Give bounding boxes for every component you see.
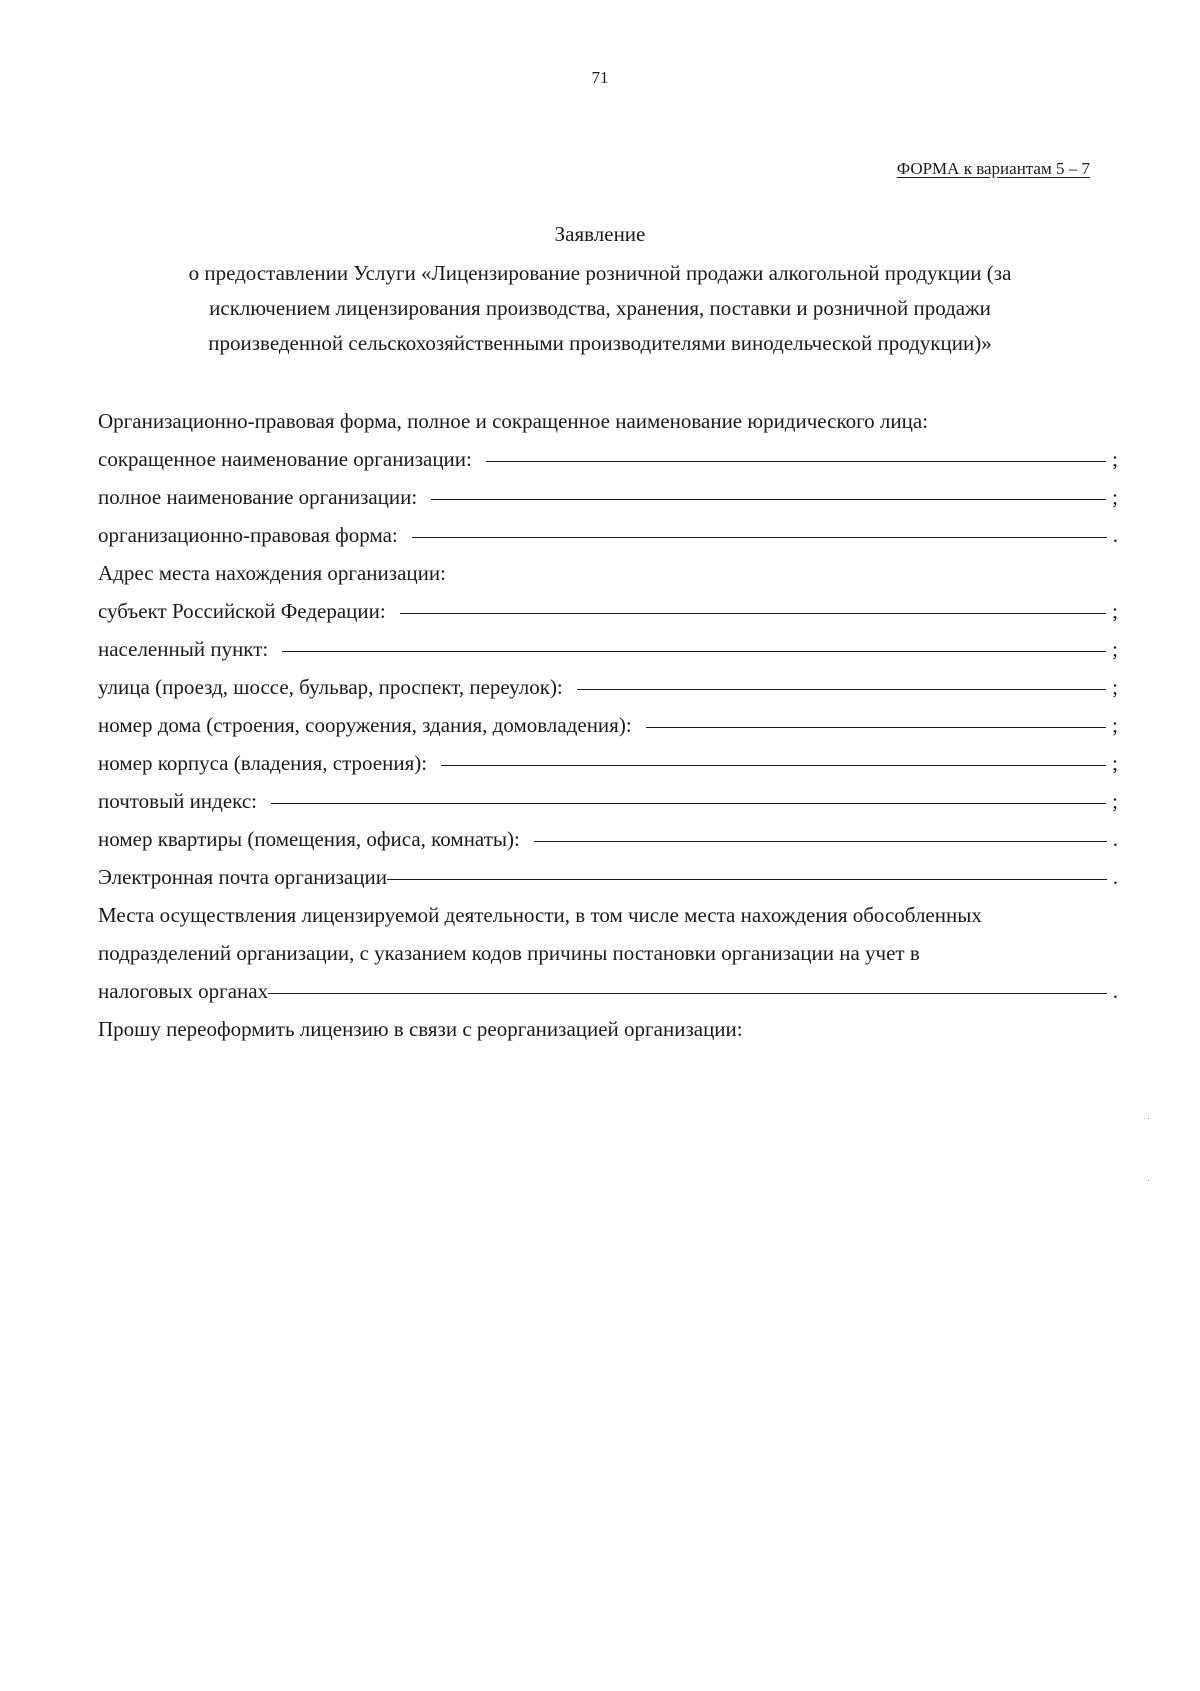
postcode-blank[interactable] [271, 779, 1106, 804]
postcode-end: ; [1112, 789, 1118, 813]
apartment-end: . [1112, 827, 1118, 851]
tax-authorities-row [98, 972, 1118, 1010]
locality-end: ; [1112, 637, 1118, 661]
street-label: улица (проезд, шоссе, бульвар, проспект, переулок): [98, 675, 563, 699]
locality-blank[interactable] [282, 627, 1106, 652]
document-title: Заявление [554, 222, 646, 246]
form-variant-label: ФОРМА к вариантам 5 – 7 [896, 159, 1090, 178]
short-name-row [98, 440, 1118, 478]
apartment-row [98, 820, 1118, 858]
scan-speck [1148, 1180, 1149, 1181]
street-row [98, 668, 1118, 706]
region-end: ; [1112, 599, 1118, 623]
house-label: номер дома (строения, сооружения, здания, домовладения): [98, 713, 632, 737]
house-blank[interactable] [646, 703, 1107, 728]
apartment-blank[interactable] [534, 817, 1107, 842]
legal-form-blank[interactable] [412, 513, 1107, 538]
application-form [98, 402, 1118, 1048]
short-name-end: ; [1112, 447, 1118, 471]
subtitle-line: о предоставлении Услуги «Лицензирование розничной продажи алкогольной продукции (за [188, 261, 1012, 285]
building-row [98, 744, 1118, 782]
tax-authorities-end: . [1112, 979, 1118, 1003]
apartment-label: номер квартиры (помещения, офиса, комнаты): [98, 827, 520, 851]
email-row [98, 858, 1118, 896]
tax-authorities-label: налоговых органах [98, 979, 269, 1003]
building-label: номер корпуса (владения, строения): [98, 751, 428, 775]
locality-row [98, 630, 1118, 668]
legal-form-row [98, 516, 1118, 554]
building-end: ; [1112, 751, 1118, 775]
scan-speck [1148, 1118, 1149, 1119]
house-end: ; [1112, 713, 1118, 737]
full-name-label: полное наименование организации: [98, 485, 418, 509]
short-name-blank[interactable] [486, 437, 1106, 462]
legal-form-label: организационно-правовая форма: [98, 523, 398, 547]
email-blank[interactable] [387, 855, 1107, 880]
full-name-blank[interactable] [431, 475, 1106, 500]
document-subtitle [118, 256, 1082, 361]
street-blank[interactable] [577, 665, 1106, 690]
postcode-label: почтовый индекс: [98, 789, 257, 813]
region-label: субъект Российской Федерации: [98, 599, 386, 623]
building-blank[interactable] [441, 741, 1106, 766]
reissue-request-text: Прошу переоформить лицензию в связи с реорганизацией организации: [98, 1017, 743, 1041]
activity-places-line: Места осуществления лицензируемой деятельности, в том числе места нахождения обособленных [98, 903, 982, 927]
full-name-row [98, 478, 1118, 516]
address-section-heading: Адрес места нахождения организации: [98, 561, 446, 585]
email-label: Электронная почта организации [98, 865, 387, 889]
subtitle-line: произведенной сельскохозяйственными производителями винодельческой продукции)» [208, 331, 992, 355]
region-row [98, 592, 1118, 630]
email-end: . [1112, 865, 1118, 889]
full-name-end: ; [1112, 485, 1118, 509]
region-blank[interactable] [400, 589, 1106, 614]
org-section-heading: Организационно-правовая форма, полное и сокращенное наименование юридического лица: [98, 409, 929, 433]
short-name-label: сокращенное наименование организации: [98, 447, 472, 471]
page-number: 71 [591, 68, 609, 87]
locality-label: населенный пункт: [98, 637, 269, 661]
house-row [98, 706, 1118, 744]
tax-authorities-blank[interactable] [268, 969, 1107, 994]
activity-places-line: подразделений организации, с указанием кодов причины постановки организации на учет в [98, 941, 920, 965]
subtitle-line: исключением лицензирования производства, хранения, поставки и розничной продажи [209, 296, 991, 320]
postcode-row [98, 782, 1118, 820]
street-end: ; [1112, 675, 1118, 699]
legal-form-end: . [1112, 523, 1118, 547]
